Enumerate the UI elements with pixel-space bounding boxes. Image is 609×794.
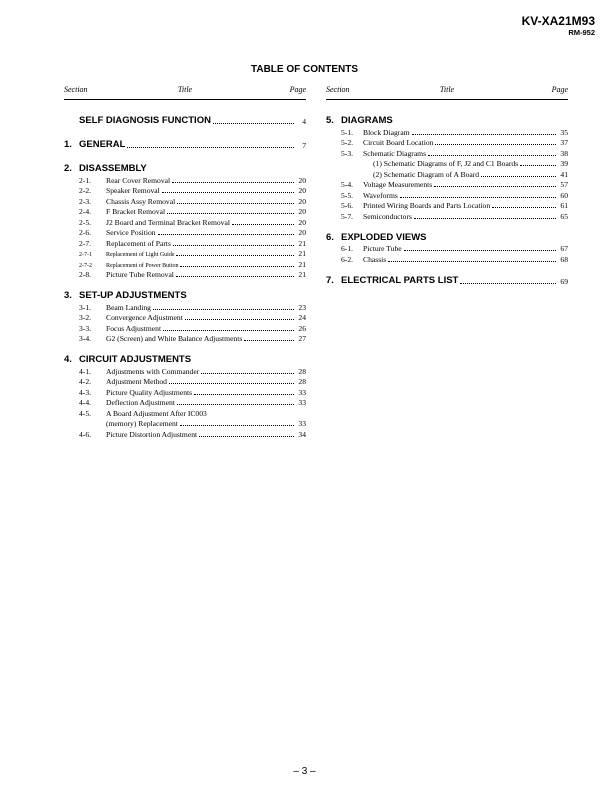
toc-entry[interactable] bbox=[326, 210, 568, 221]
entry-title: Picture Distortion Adjustment bbox=[106, 429, 198, 439]
toc-entry[interactable] bbox=[64, 174, 306, 185]
entry-title: Schematic Diagrams bbox=[363, 148, 427, 158]
dot-leader bbox=[435, 144, 556, 145]
section-number: 2. bbox=[64, 163, 72, 174]
dot-leader bbox=[388, 261, 556, 262]
toc-entry[interactable] bbox=[326, 137, 568, 148]
entry-number: 2-7. bbox=[79, 238, 92, 248]
page-number: 28 bbox=[298, 366, 306, 376]
toc-section-circuit[interactable] bbox=[64, 352, 306, 365]
page-number: 21 bbox=[298, 259, 306, 269]
entry-number: 4-2. bbox=[79, 377, 92, 386]
toc-left-column bbox=[64, 85, 306, 439]
page-number: 20 bbox=[298, 228, 306, 237]
entry-number: 4-3. bbox=[79, 387, 92, 397]
toc-right-column bbox=[326, 85, 568, 286]
toc-section-disassembly[interactable] bbox=[64, 161, 306, 174]
toc-entry[interactable] bbox=[326, 200, 568, 211]
col-header-page: Page bbox=[289, 85, 306, 94]
toc-entry[interactable] bbox=[64, 397, 306, 408]
toc-entry[interactable] bbox=[64, 269, 306, 280]
entry-number: 4-4. bbox=[79, 398, 92, 407]
toc-entry[interactable] bbox=[326, 126, 568, 137]
dot-leader bbox=[153, 309, 294, 310]
page-number: 33 bbox=[298, 387, 306, 397]
entry-title: Printed Wiring Boards and Parts Location bbox=[363, 201, 491, 210]
page-number: 57 bbox=[560, 180, 568, 189]
toc-entry[interactable] bbox=[326, 253, 568, 264]
page-number: 20 bbox=[298, 186, 306, 195]
section-title: SET-UP ADJUSTMENTS bbox=[79, 290, 187, 301]
entry-number: 4-1. bbox=[79, 366, 92, 376]
page-number: 27 bbox=[298, 334, 306, 343]
section-title: SELF DIAGNOSIS FUNCTION bbox=[79, 115, 211, 126]
entry-title: F Bracket Removal bbox=[106, 207, 166, 216]
entry-title: (memory) Replacement bbox=[106, 419, 178, 428]
entry-number: 5-4. bbox=[341, 180, 354, 189]
page-number: 33 bbox=[298, 398, 306, 407]
dot-leader bbox=[460, 283, 556, 284]
entry-title: Chassis bbox=[363, 254, 387, 264]
toc-section-parts-list[interactable] bbox=[326, 273, 568, 286]
entry-number: 2-8. bbox=[79, 270, 92, 279]
dot-leader bbox=[180, 425, 294, 426]
model-number: KV-XA21M93 bbox=[521, 14, 595, 28]
entry-title: (1) Schematic Diagrams of F, J2 and C1 Boards bbox=[373, 159, 519, 168]
page-number: 20 bbox=[298, 207, 306, 216]
dot-leader bbox=[201, 373, 294, 374]
setup-items bbox=[64, 301, 306, 343]
page-number: 20 bbox=[298, 175, 306, 185]
entry-title: Semiconductors bbox=[363, 211, 412, 221]
toc-entry[interactable] bbox=[64, 333, 306, 344]
dot-leader bbox=[169, 383, 294, 384]
dot-leader bbox=[520, 165, 556, 166]
section-number: 6. bbox=[326, 231, 334, 243]
circuit-items bbox=[64, 365, 306, 439]
dot-leader bbox=[194, 394, 294, 395]
dot-leader bbox=[177, 203, 294, 204]
exploded-items bbox=[326, 243, 568, 264]
page-number: 69 bbox=[560, 276, 568, 286]
toc-entry[interactable] bbox=[64, 227, 306, 238]
toc-section-exploded[interactable] bbox=[326, 230, 568, 243]
entry-title: Rear Cover Removal bbox=[106, 175, 171, 185]
section-title: DISASSEMBLY bbox=[79, 163, 147, 174]
entry-number: 5-3. bbox=[341, 148, 354, 158]
page-number: 7 bbox=[302, 141, 306, 150]
entry-title: Adjustments with Commander bbox=[106, 366, 200, 376]
entry-title: Speaker Removal bbox=[106, 186, 160, 195]
toc-entry[interactable] bbox=[64, 216, 306, 227]
page-number: 65 bbox=[560, 211, 568, 221]
dot-leader bbox=[213, 123, 294, 124]
toc-entry[interactable] bbox=[64, 376, 306, 387]
entry-title: J2 Board and Terminal Bracket Removal bbox=[106, 217, 230, 227]
dot-leader bbox=[177, 404, 294, 405]
entry-title: Service Position bbox=[106, 228, 156, 237]
dot-leader bbox=[428, 155, 556, 156]
remote-model: RM-952 bbox=[568, 28, 595, 37]
toc-entry[interactable] bbox=[326, 147, 568, 158]
entry-title: Replacement of Parts bbox=[106, 238, 171, 248]
entry-number: 2-3. bbox=[79, 196, 92, 206]
entry-title: Deflection Adjustment bbox=[106, 398, 175, 407]
toc-entry[interactable] bbox=[64, 258, 306, 269]
section-number: 4. bbox=[64, 354, 72, 365]
dot-leader bbox=[176, 255, 294, 256]
toc-entry[interactable] bbox=[64, 248, 306, 259]
page-number: 34 bbox=[298, 429, 306, 439]
toc-entry[interactable] bbox=[326, 158, 568, 169]
page-number: 21 bbox=[298, 270, 306, 279]
dot-leader bbox=[414, 218, 556, 219]
page-number: 60 bbox=[560, 190, 568, 200]
page-number: 33 bbox=[298, 419, 306, 428]
section-number: 7. bbox=[326, 274, 334, 286]
entry-number: 2-4. bbox=[79, 207, 92, 216]
col-header-section: Section bbox=[64, 85, 88, 94]
dot-leader bbox=[404, 250, 556, 251]
section-title: CIRCUIT ADJUSTMENTS bbox=[79, 354, 192, 365]
page-number: 39 bbox=[560, 159, 568, 168]
page-number: 4 bbox=[302, 117, 306, 126]
entry-title: Replacement of Light Guide bbox=[106, 252, 175, 258]
page-number: 38 bbox=[560, 148, 568, 158]
section-number: 1. bbox=[64, 139, 72, 150]
entry-title: Replacement of Power Button bbox=[106, 262, 179, 269]
entry-number: 6-2. bbox=[341, 254, 354, 264]
toc-entry[interactable] bbox=[326, 168, 568, 179]
page-number: 61 bbox=[560, 201, 568, 210]
entry-number: 2-5. bbox=[79, 217, 92, 227]
toc-entry[interactable] bbox=[64, 195, 306, 206]
toc-entry[interactable] bbox=[326, 243, 568, 254]
entry-title: G2 (Screen) and White Balance Adjustments bbox=[106, 334, 243, 343]
entry-title: Convergence Adjustment bbox=[106, 313, 183, 322]
page-number: 23 bbox=[298, 302, 306, 312]
entry-title: Picture Tube bbox=[363, 244, 402, 253]
page-number: 20 bbox=[298, 217, 306, 227]
page-number: 68 bbox=[560, 254, 568, 264]
section-title: DIAGRAMS bbox=[341, 115, 393, 126]
entry-number: 3-4. bbox=[79, 334, 92, 343]
toc-entry[interactable] bbox=[64, 322, 306, 333]
toc-entry[interactable] bbox=[326, 189, 568, 200]
page-number: 41 bbox=[560, 169, 568, 179]
toc-entry[interactable] bbox=[326, 179, 568, 190]
entry-number: 5-6. bbox=[341, 201, 354, 210]
disassembly-items bbox=[64, 174, 306, 279]
entry-number: 3-2. bbox=[79, 313, 92, 322]
page-number: 21 bbox=[298, 238, 306, 248]
entry-number: 5-7. bbox=[341, 211, 354, 221]
toc-entry[interactable] bbox=[64, 365, 306, 376]
entry-title: (2) Schematic Diagram of A Board bbox=[373, 169, 480, 179]
entry-title: Beam Landing bbox=[106, 302, 151, 312]
dot-leader bbox=[180, 266, 294, 267]
toc-section-setup[interactable] bbox=[64, 288, 306, 301]
entry-number: 4-6. bbox=[79, 429, 92, 439]
dot-leader bbox=[162, 192, 294, 193]
toc-section-general[interactable] bbox=[64, 137, 306, 150]
toc-entry[interactable] bbox=[64, 428, 306, 439]
page-number: 67 bbox=[560, 244, 568, 253]
entry-number: 5-1. bbox=[341, 127, 354, 137]
page-number: 21 bbox=[298, 249, 306, 258]
diagrams-items bbox=[326, 126, 568, 221]
section-number: 5. bbox=[326, 115, 334, 126]
toc-entry[interactable] bbox=[64, 237, 306, 248]
entry-number: 2-7-2 bbox=[79, 262, 92, 269]
page-footer-number: – 3 – bbox=[293, 766, 316, 777]
section-title: GENERAL bbox=[79, 139, 126, 150]
entry-number: 2-6. bbox=[79, 228, 92, 237]
entry-title: Picture Quality Adjustments bbox=[106, 387, 193, 397]
toc-entry[interactable] bbox=[64, 312, 306, 323]
entry-title: Circuit Board Location bbox=[363, 138, 434, 147]
col-header-page: Page bbox=[551, 85, 568, 94]
entry-number: 5-2. bbox=[341, 138, 354, 147]
section-title: ELECTRICAL PARTS LIST bbox=[341, 274, 459, 286]
toc-entry[interactable] bbox=[64, 301, 306, 312]
page-number: 24 bbox=[298, 313, 306, 322]
section-number: 3. bbox=[64, 290, 72, 301]
page-number: 37 bbox=[560, 138, 568, 147]
toc-section-diagrams[interactable] bbox=[326, 113, 568, 126]
toc-entry[interactable] bbox=[64, 185, 306, 196]
dot-leader bbox=[185, 319, 294, 320]
column-headers bbox=[64, 85, 306, 100]
page-number: 20 bbox=[298, 196, 306, 206]
dot-leader bbox=[232, 224, 294, 225]
dot-leader bbox=[172, 182, 294, 183]
entry-number: 2-1. bbox=[79, 175, 92, 185]
toc-entry[interactable] bbox=[64, 386, 306, 397]
page-number: 26 bbox=[298, 323, 306, 333]
entry-number: 2-2. bbox=[79, 186, 92, 195]
entry-title: Adjustment Method bbox=[106, 377, 167, 386]
entry-number: 5-5. bbox=[341, 190, 354, 200]
col-header-title: Title bbox=[177, 85, 193, 94]
entry-title: Voltage Measurements bbox=[363, 180, 433, 189]
section-title: EXPLODED VIEWS bbox=[341, 231, 427, 243]
entry-number: 3-1. bbox=[79, 302, 92, 312]
col-header-section: Section bbox=[326, 85, 350, 94]
page-number: 35 bbox=[560, 127, 568, 137]
entry-number: 3-3. bbox=[79, 323, 92, 333]
dot-leader bbox=[244, 340, 294, 341]
dot-leader bbox=[167, 213, 294, 214]
dot-leader bbox=[412, 134, 556, 135]
toc-entry[interactable] bbox=[64, 407, 306, 418]
entry-title: Chassis Assy Removal bbox=[106, 196, 176, 206]
toc-section-self-diagnosis[interactable] bbox=[64, 113, 306, 126]
page-title: TABLE OF CONTENTS bbox=[250, 64, 359, 75]
column-headers bbox=[326, 85, 568, 100]
entry-title: Block Diagram bbox=[363, 127, 410, 137]
entry-title: Picture Tube Removal bbox=[106, 270, 174, 279]
col-header-title: Title bbox=[439, 85, 455, 94]
dot-leader bbox=[434, 186, 556, 187]
dot-leader bbox=[163, 330, 294, 331]
dot-leader bbox=[173, 245, 294, 246]
entry-number: 6-1. bbox=[341, 244, 354, 253]
dot-leader bbox=[176, 276, 294, 277]
entry-title: Focus Adjustment bbox=[106, 323, 162, 333]
entry-title: A Board Adjustment After IC003 bbox=[106, 408, 207, 418]
entry-number: 4-5. bbox=[79, 408, 92, 418]
page-number: 28 bbox=[298, 377, 306, 386]
toc-entry[interactable] bbox=[64, 418, 306, 429]
dot-leader bbox=[127, 147, 294, 148]
dot-leader bbox=[400, 197, 556, 198]
toc-entry[interactable] bbox=[64, 206, 306, 217]
entry-title: Waveforms bbox=[363, 190, 398, 200]
dot-leader bbox=[481, 176, 556, 177]
dot-leader bbox=[492, 207, 556, 208]
dot-leader bbox=[158, 234, 294, 235]
entry-number: 2-7-1 bbox=[79, 252, 92, 258]
dot-leader bbox=[199, 436, 294, 437]
